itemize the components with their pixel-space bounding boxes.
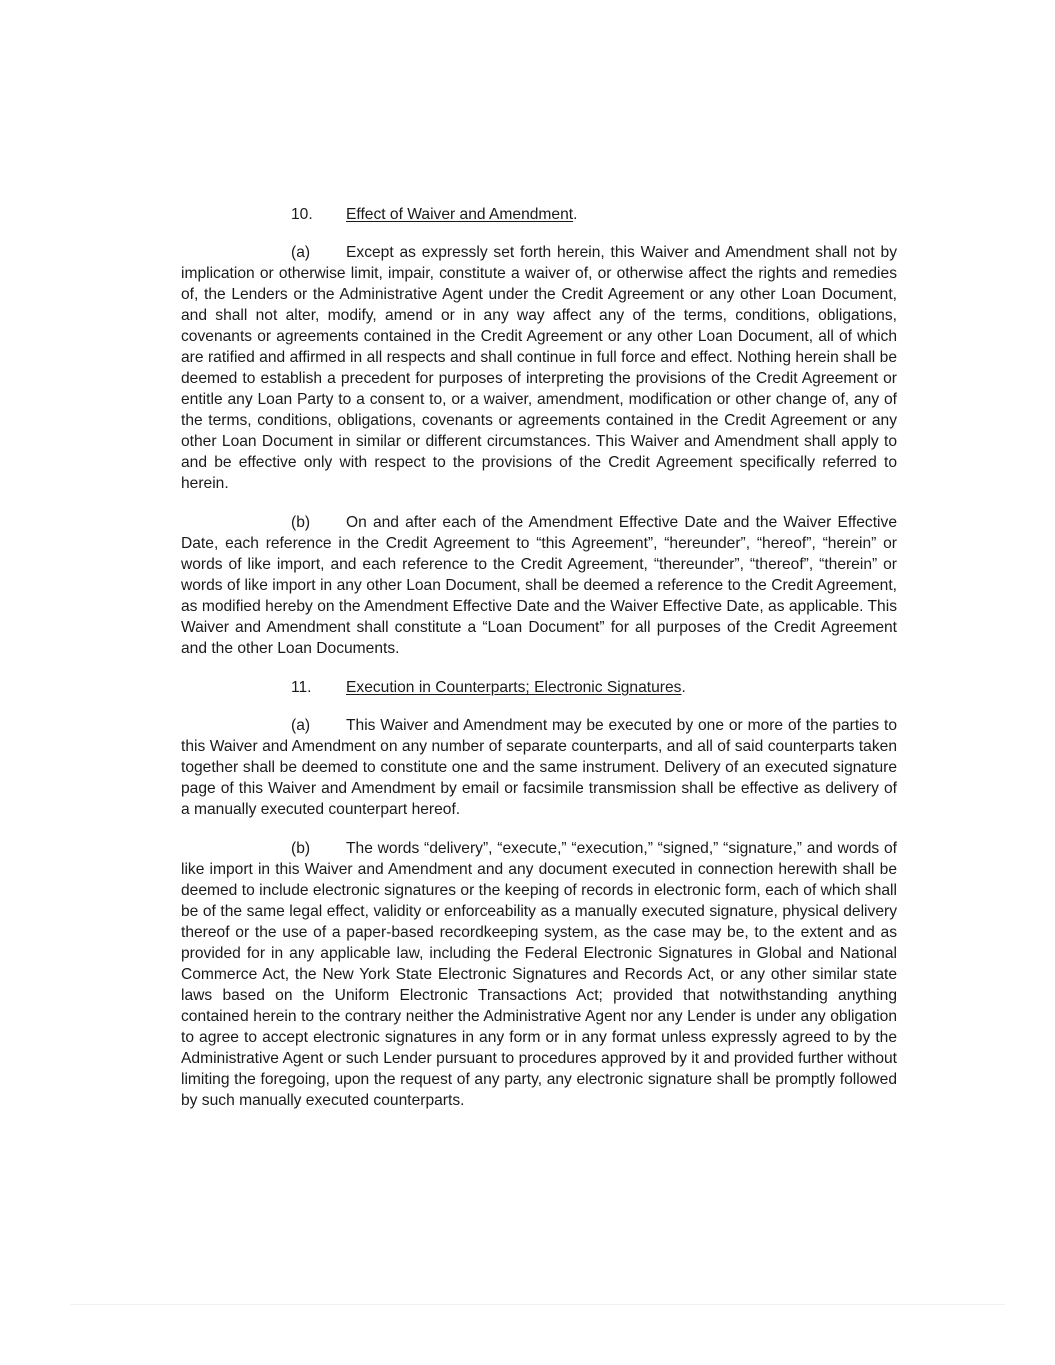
paragraph-text: Except as expressly set forth herein, this Waiver and Amendment shall not by implication or otherwise limit, impair, constitute a waiver of, or otherwise affect the rights and remedies of, the Lenders or the Administrative Agent under the Credit Agreement or any other Loan Document, and shall not alter, modify, amend or in any way affect any of the terms, conditions, obligations, covenants or agreements contained in the Credit Agreement or any other Loan Document, all of which are ratified and affirmed in all respects and shall continue in full force and effect. Nothing herein shall be deemed to establish a precedent for purposes of interpreting the provisions of the Credit Agreement or entitle any Loan Party to a consent to, or a waiver, amendment, modification or other change of, any of the terms, conditions, obligations, covenants or agreements contained in the Credit Agreement or any other Loan Document in similar or different circumstances. This Waiver and Amendment shall apply to and be effective only with respect to the provisions of the Credit Agreement specifically referred to herein. [181,244,897,492]
section-10-heading [181,204,897,225]
paragraph-label: (b) [291,840,311,857]
section-title-suffix: . [573,206,578,223]
section-11-heading [181,677,897,698]
section-title-text: Effect of Waiver and Amendment [346,206,574,223]
section-title [346,204,577,225]
paragraph-label: (a) [291,244,311,261]
paragraph-text: This Waiver and Amendment may be executed by one or more of the parties to this Waiver and Amendment on any number of separate counterparts, and all of said counterparts taken together shall be deemed to constitute one and the same instrument. Delivery of an executed signature page of this Waiver and Amendment by email or facsimile transmission shall be effective as delivery of a manually executed counterpart hereof. [181,717,897,818]
section-number: 10. [291,206,313,223]
section-title-text: Execution in Counterparts; Electronic Signatures [346,679,682,696]
paragraph-label: (a) [291,717,311,734]
paragraph-text: On and after each of the Amendment Effective Date and the Waiver Effective Date, each reference in the Credit Agreement to “this Agreement”, “hereunder”, “hereof”, “herein” or words of like import, and each reference to the Credit Agreement, “thereunder”, “thereof”, “therein” or words of like import in any other Loan Document, shall be deemed a reference to the Credit Agreement, as modified hereby on the Amendment Effective Date and the Waiver Effective Date, as applicable. This Waiver and Amendment shall constitute a “Loan Document” for all purposes of the Credit Agreement and the other Loan Documents. [181,514,897,657]
paragraph-label: (b) [291,514,311,531]
section-number: 11. [291,679,312,696]
section-11-paragraph-a [181,715,897,820]
paragraph-text: The words “delivery”, “execute,” “execution,” “signed,” “signature,” and words of like import in this Waiver and Amendment and any document executed in connection herewith shall be deemed to include electronic signatures or the keeping of records in electronic form, each of which shall be of the same legal effect, validity or enforceability as a manually executed signature, physical delivery thereof or the use of a paper-based recordkeeping system, as the case may be, to the extent and as provided for in any applicable law, including the Federal Electronic Signatures in Global and National Commerce Act, the New York State Electronic Signatures and Records Act, or any other similar state laws based on the Uniform Electronic Transactions Act; provided that notwithstanding anything contained herein to the contrary neither the Administrative Agent nor any Lender is under any obligation to agree to accept electronic signatures in any form or in any format unless expressly agreed to by the Administrative Agent or such Lender pursuant to procedures approved by it and provided further without limiting the foregoing, upon the request of any party, any electronic signature shall be promptly followed by such manually executed counterparts. [181,840,897,1109]
document-page [181,204,897,1129]
section-title [346,677,686,698]
section-title-suffix: . [681,679,686,696]
page-bottom-divider [70,1304,1005,1305]
section-10-paragraph-a [181,242,897,494]
section-10-paragraph-b [181,512,897,659]
section-11-paragraph-b [181,838,897,1111]
